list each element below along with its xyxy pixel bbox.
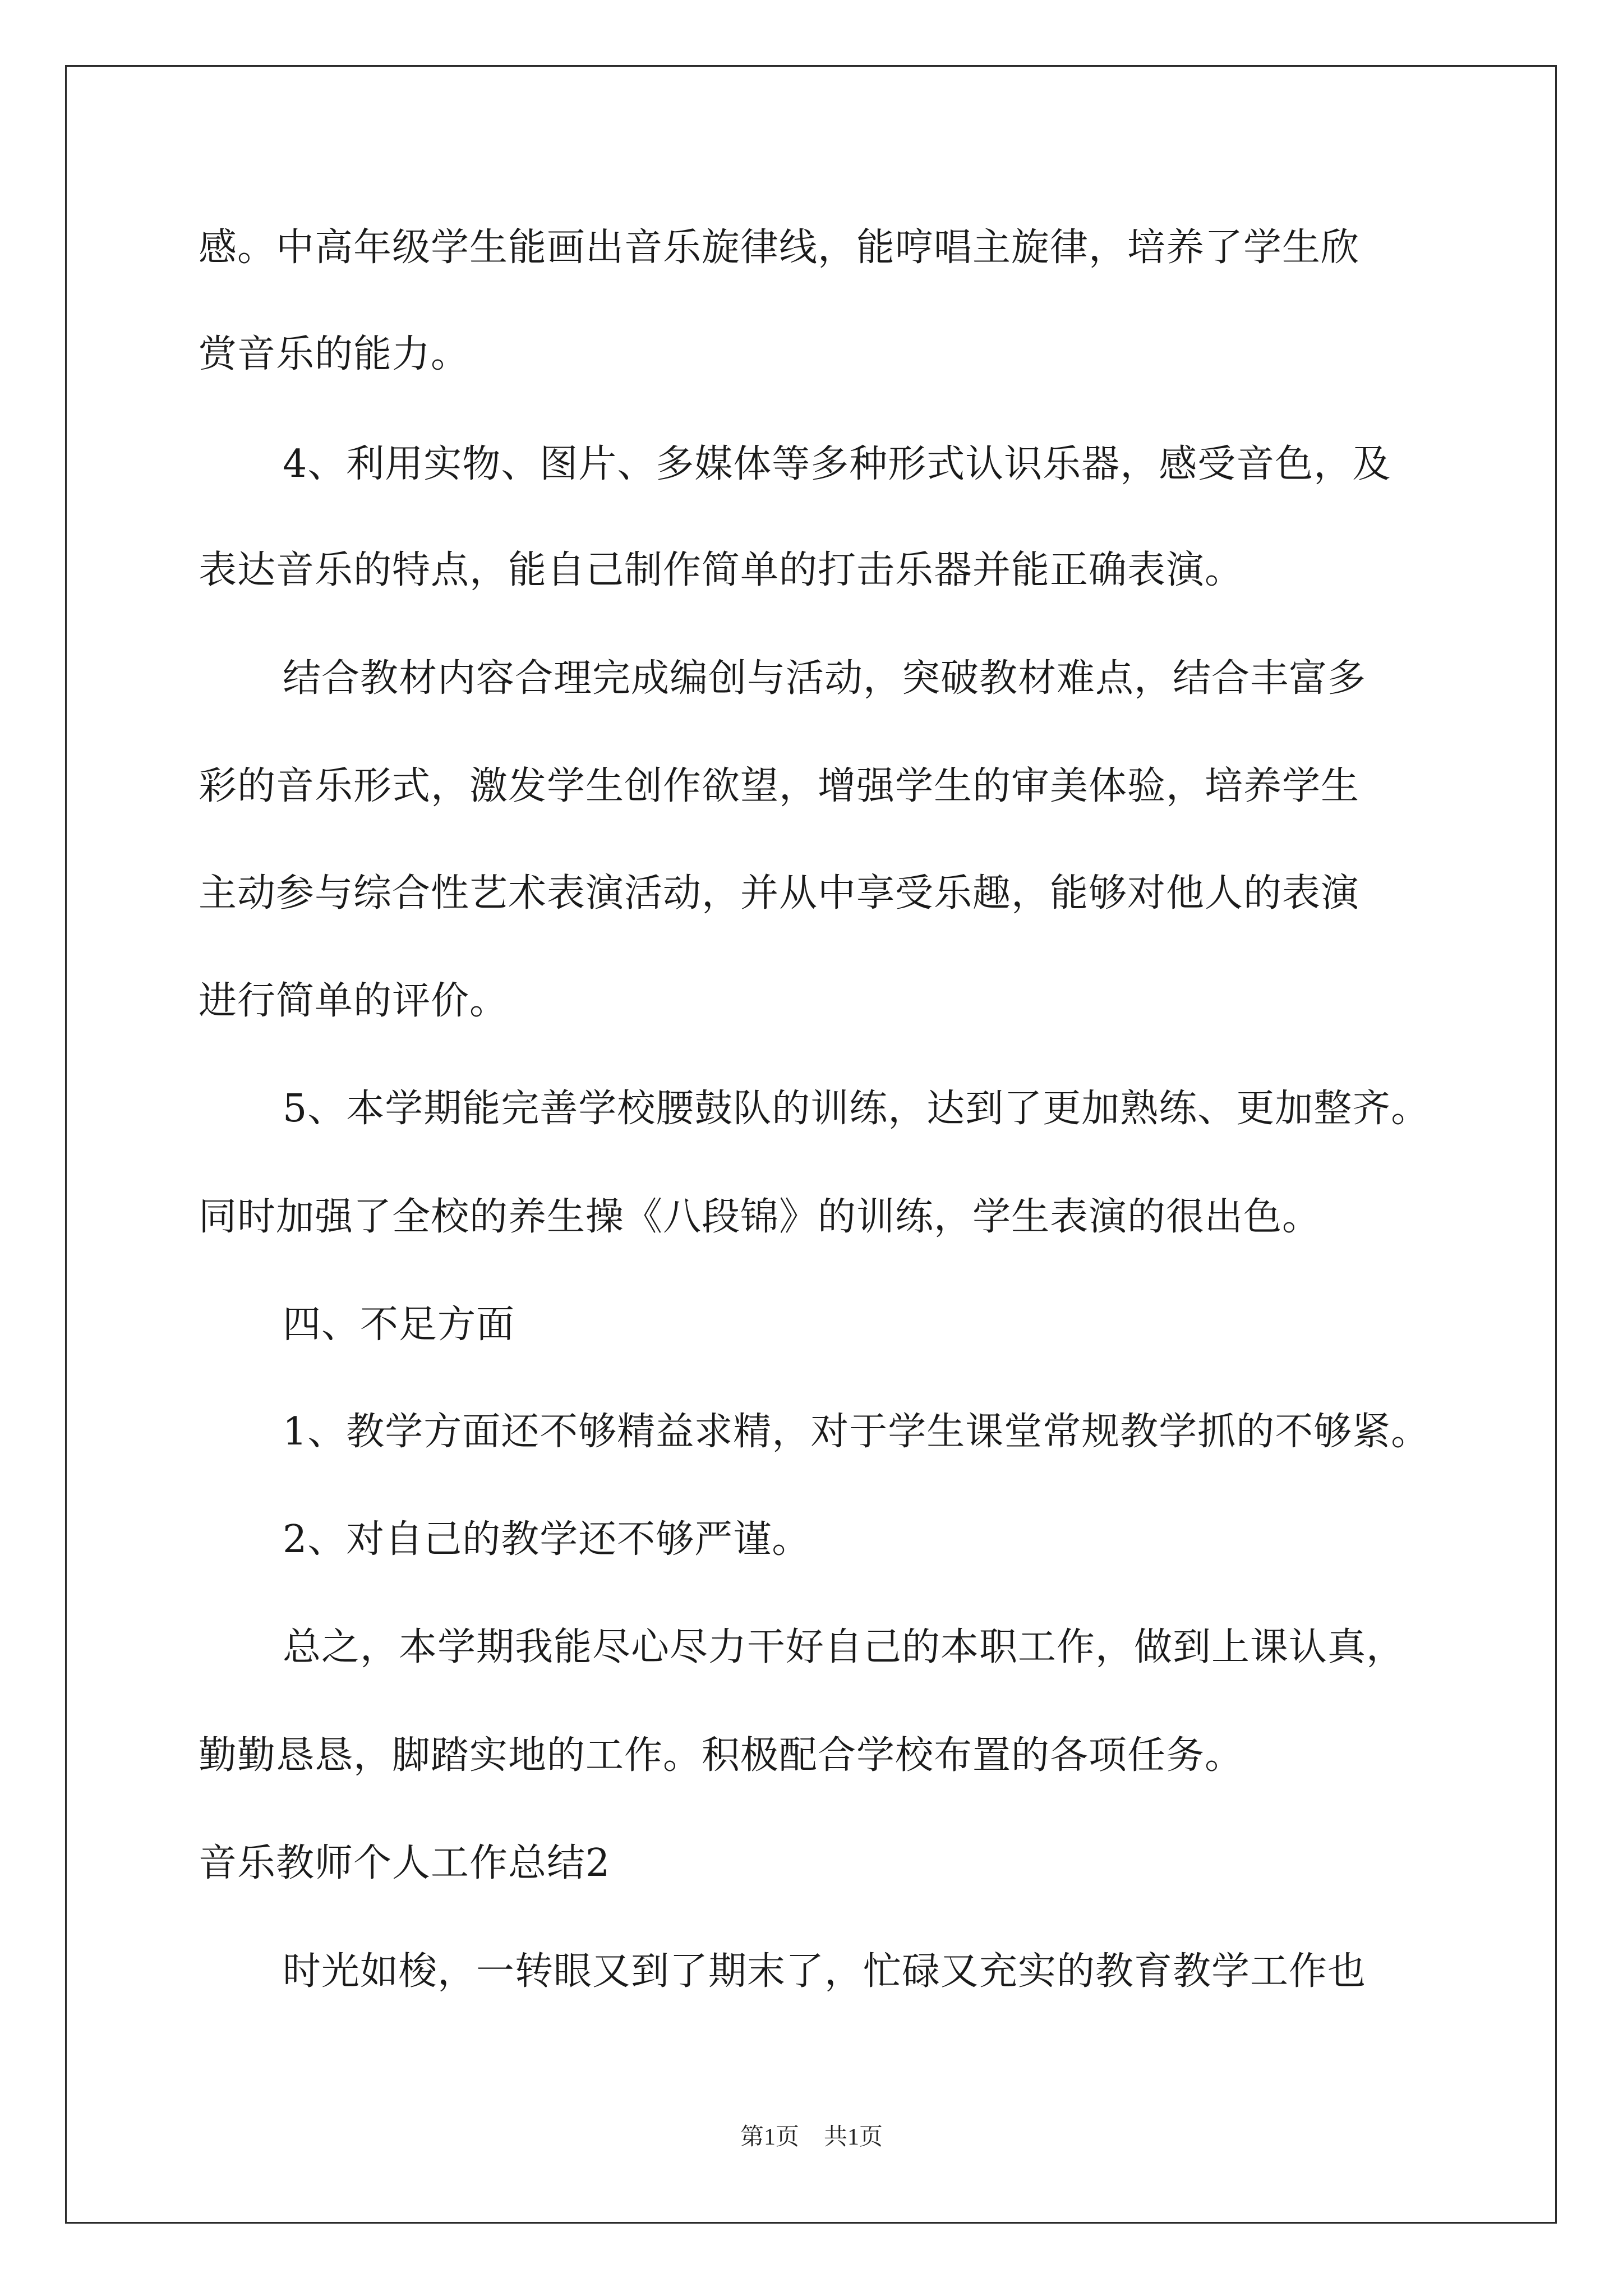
page-footer: [0, 2123, 1623, 2151]
page-border: [65, 65, 1557, 2224]
paragraph-line: 主动参与综合性艺术表演活动，并从中享受乐趣，能够对他人的表演: [199, 871, 1360, 915]
paragraph-line: 表达音乐的特点，能自己制作简单的打击乐器并能正确表演。: [199, 548, 1244, 592]
paragraph-line: 进行简单的评价。: [199, 979, 509, 1023]
paragraph-line: 1、教学方面还不够精益求精，对于学生课堂常规教学抓的不够紧。: [283, 1410, 1430, 1454]
paragraph-line: 结合教材内容合理完成编创与活动，突破教材难点，结合丰富多: [283, 656, 1367, 701]
paragraph-line: 2、对自己的教学还不够严谨。: [283, 1517, 811, 1562]
section-heading: 四、不足方面: [283, 1303, 515, 1347]
paragraph-line: 感。中高年级学生能画出音乐旋律线，能哼唱主旋律，培养了学生欣: [199, 226, 1360, 270]
paragraph-line: 同时加强了全校的养生操《八段锦》的训练，学生表演的很出色。: [199, 1195, 1321, 1239]
paragraph-line: 勤勤恳恳，脚踏实地的工作。积极配合学校布置的各项任务。: [199, 1733, 1244, 1778]
page-total: 共1页: [824, 2124, 883, 2150]
paragraph-line: 赏音乐的能力。: [199, 332, 470, 376]
paragraph-line: 总之，本学期我能尽心尽力干好自己的本职工作，做到上课认真，: [283, 1625, 1405, 1669]
paragraph-line: 5、本学期能完善学校腰鼓队的训练，达到了更加熟练、更加整齐。: [283, 1087, 1430, 1131]
document-title: 音乐教师个人工作总结2: [199, 1841, 611, 1885]
page-number: 第1页: [740, 2124, 799, 2150]
paragraph-line: 4、利用实物、图片、多媒体等多种形式认识乐器，感受音色，及: [283, 442, 1391, 486]
paragraph-line: 时光如梭，一转眼又到了期末了，忙碌又充实的教育教学工作也: [283, 1949, 1367, 1994]
paragraph-line: 彩的音乐形式，激发学生创作欲望，增强学生的审美体验，培养学生: [199, 764, 1360, 808]
